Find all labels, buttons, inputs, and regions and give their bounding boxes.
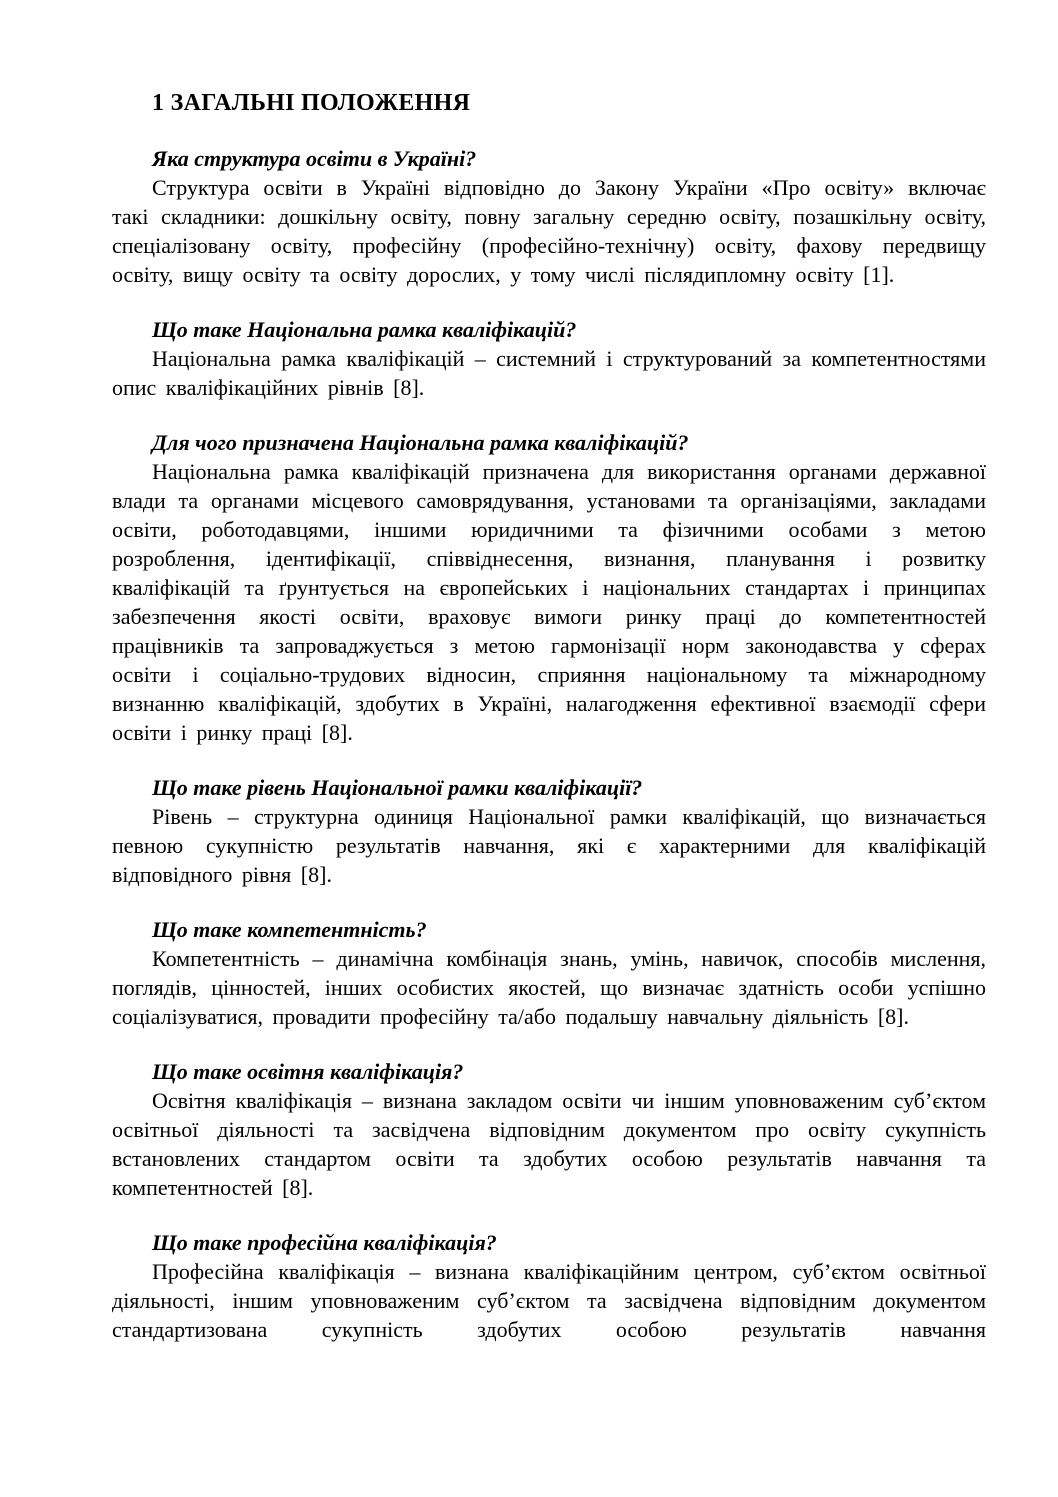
qa-section-educational-qualification: [112, 1057, 986, 1202]
answer-national-framework-purpose: Національна рамка кваліфікацій призначена для використання органами державної влади та органами місцевого самоврядування, установами та організаціями, закладами освіти, роботодавцями, іншими юридичними та фізичними особами з метою розроблення, ідентифікації, співвіднесення, визнання, планування і розвитку кваліфікацій та ґрунтується на європейських і національних стандартах і принципах забезпечення якості освіти, враховує вимоги ринку праці до компетентностей працівників та запроваджується з метою гармонізації норм законодавства у сферах освіти і соціально-трудових відносин, сприяння національному та міжнародному визнанню кваліфікацій, здобутих в Україні, налагодження ефективної взаємодії сфери освіти і ринку праці [8].: [112, 459, 986, 745]
question-national-framework-purpose: Для чого призначена Національна рамка кваліфікацій?: [152, 430, 689, 455]
question-framework-level: Що таке рівень Національної рамки кваліфікації?: [152, 775, 643, 800]
answer-professional-qualification: Професійна кваліфікація – визнана кваліфікаційним центром, суб’єктом освітньої діяльності, іншим уповноваженим суб’єктом та засвідчена відповідним документом стандартизована сукупність здобутих особою результатів навчання: [112, 1259, 986, 1342]
qa-section-structure-of-education: [112, 144, 986, 289]
question-national-framework-definition: Що таке Національна рамка кваліфікацій?: [152, 317, 577, 342]
answer-structure-of-education: Структура освіти в Україні відповідно до Закону України «Про освіту» включає такі складники: дошкільну освіту, повну загальну середню освіту, позашкільну освіту, спеціалізовану освіту, професійну (професійно-технічну) освіту, фахову передвищу освіту, вищу освіту та освіту дорослих, у тому числі післядипломну освіту [1].: [112, 175, 986, 287]
answer-framework-level: Рівень – структурна одиниця Національної рамки кваліфікацій, що визначається певною сукупністю результатів навчання, які є характерними для кваліфікацій відповідного рівня [8].: [112, 804, 986, 887]
qa-section-framework-level: [112, 773, 986, 889]
question-structure-of-education: Яка структура освіти в Україні?: [152, 146, 477, 171]
qa-section-national-framework-definition: [112, 315, 986, 402]
question-competence: Що таке компетентність?: [152, 917, 427, 942]
question-educational-qualification: Що таке освітня кваліфікація?: [152, 1059, 464, 1084]
answer-educational-qualification: Освітня кваліфікація – визнана закладом освіти чи іншим уповноваженим суб’єктом освітньої діяльності та засвідчена відповідним документом про освіту сукупність встановлених стандартом освіти та здобутих особою результатів навчання та компетентностей [8].: [112, 1088, 986, 1200]
chapter-heading: 1 ЗАГАЛЬНІ ПОЛОЖЕННЯ: [152, 90, 471, 116]
answer-national-framework-definition: Національна рамка кваліфікацій – системний і структурований за компетентностями опис кваліфікаційних рівнів [8].: [112, 346, 986, 400]
question-professional-qualification: Що таке професійна кваліфікація?: [152, 1230, 497, 1255]
qa-section-competence: [112, 915, 986, 1031]
qa-section-professional-qualification: [112, 1228, 986, 1344]
qa-section-national-framework-purpose: [112, 428, 986, 747]
answer-competence: Компетентність – динамічна комбінація знань, умінь, навичок, способів мислення, поглядів, цінностей, інших особистих якостей, що визначає здатність особи успішно соціалізуватися, провадити професійну та/або подальшу навчальну діяльність [8].: [112, 946, 986, 1029]
